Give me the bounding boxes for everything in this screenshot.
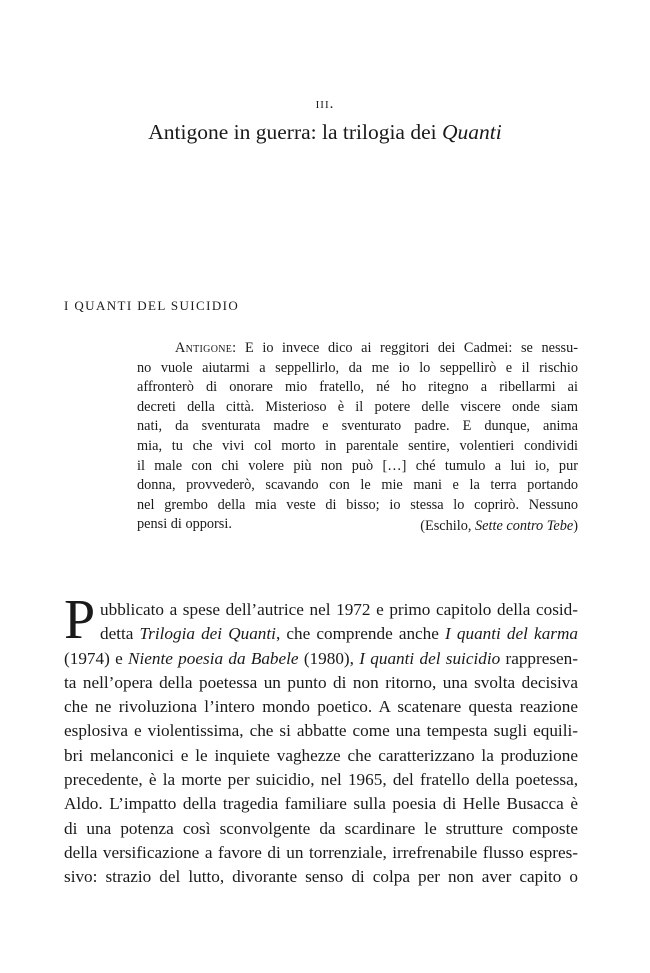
body-line: che ne rivoluziona l’intero mondo poetico. A scatenare questa reazione	[64, 697, 578, 717]
body-line: ubblicato a spese dell’autrice nel 1972 e primo capitolo della cosid-	[100, 600, 578, 619]
attribution-close: )	[573, 518, 578, 534]
body-line: esplosiva e violentissima, che si abbatte come una tempesta sugli equili-	[64, 721, 578, 741]
body-text-run: (1980),	[298, 648, 360, 668]
chapter-title-text: Antigone in guerra: la trilogia dei	[148, 120, 442, 144]
body-line	[64, 647, 578, 671]
epigraph-speaker: Antigone:	[175, 340, 237, 356]
body-italic-title: Niente poesia da Babele	[128, 648, 299, 668]
body-text-run: , che comprende anche	[275, 624, 446, 644]
body-text-run: detta	[100, 624, 140, 644]
body-text-run: rappresen-	[500, 648, 579, 668]
epigraph-line: il male con chi volere più non può […] ché tumulo a lui io, pur	[137, 457, 578, 474]
body-line: della versificazione a favore di un torrenziale, irrefrenabile flusso espres-	[64, 842, 578, 862]
chapter-number: iii.	[315, 96, 335, 112]
epigraph-line: nati, da sventurata madre e sventurato padre. E dunque, anima	[137, 418, 578, 435]
epigraph-attribution	[420, 517, 578, 537]
attribution-author: (Eschilo,	[420, 518, 476, 534]
body-line: ta nell’opera della poetessa un punto di non ritorno, una svolta decisiva	[64, 672, 578, 692]
attribution-work: Sette contro Tebe	[475, 518, 574, 534]
body-line	[64, 622, 578, 646]
epigraph-line: decreti della città. Misterioso è il potere delle viscere onde siam	[137, 398, 578, 415]
epigraph-line: affronterò di onorare mio fratello, né ho ritegno a ribellarmi ai	[137, 379, 578, 396]
body-paragraph	[64, 598, 578, 890]
body-line: di una potenza così sconvolgente da scardinare le strutture composte	[64, 818, 578, 838]
body-italic-title: I quanti del karma	[445, 624, 578, 644]
epigraph-line	[137, 339, 578, 359]
epigraph-text: E io invece dico ai reggitori dei Cadmei: se nessu-	[236, 340, 578, 356]
body-line: precedente, è la morte per suicidio, nel 1965, del fratello della poetessa,	[64, 770, 578, 790]
section-heading: I QUANTI DEL SUICIDIO	[64, 298, 240, 313]
epigraph-line: mia, tu che vivi col morto in parentale sentire, volentieri condividi	[137, 437, 578, 454]
epigraph	[137, 339, 578, 535]
epigraph-line: pensi di opporsi.	[137, 516, 232, 533]
body-line: Aldo. L’impatto della tragedia familiare sulla poesia di Helle Busacca è	[64, 794, 578, 814]
body-line: bri melanconici e le inquiete vaghezze che caratterizzano la produzione	[64, 745, 578, 765]
epigraph-line: donna, provvederò, scavando con le mie mani e la terra portando	[137, 477, 578, 494]
drop-cap: P	[64, 589, 96, 651]
epigraph-line: nel grembo della mia veste di bisso; io stessa lo coprirò. Nessuno	[137, 496, 578, 513]
body-italic-title: Trilogia dei Quanti	[139, 624, 276, 644]
chapter-title-italic: Quanti	[442, 120, 502, 144]
body-text-run: (1974) e	[64, 648, 129, 668]
chapter-title	[0, 118, 650, 146]
body-line: sivo: strazio del lutto, divorante senso di colpa per non aver capito o	[64, 867, 578, 887]
body-italic-title: I quanti del suicidio	[359, 648, 501, 668]
epigraph-line: no vuole aiutarmi a seppellirlo, da me io lo seppellirò e il rischio	[137, 359, 578, 376]
